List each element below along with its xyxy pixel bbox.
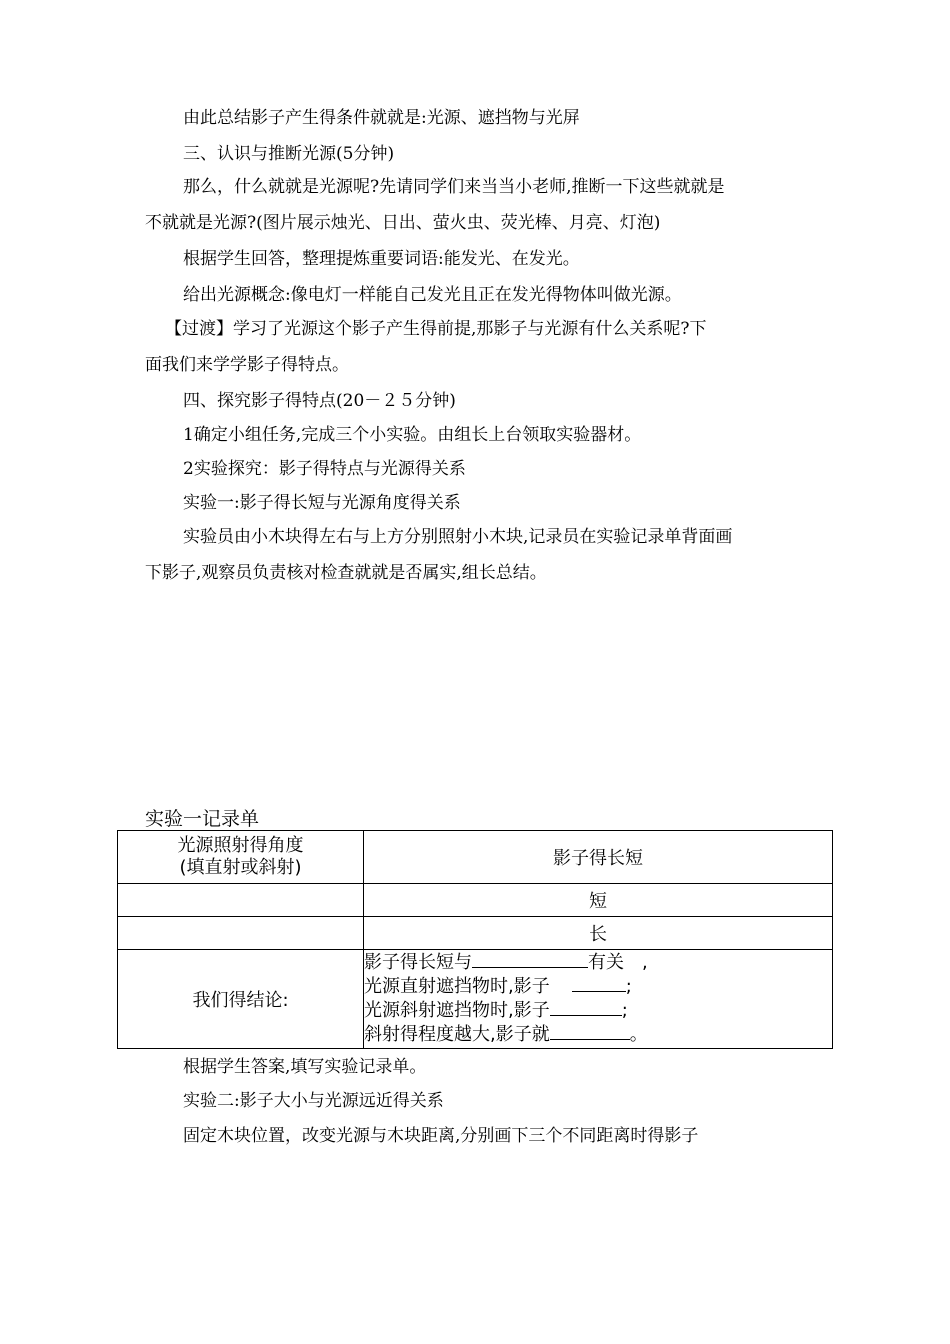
table-row <box>118 884 833 917</box>
experiment-two-title: 实验二:影子大小与光源远近得关系 <box>183 1091 444 1111</box>
paragraph-what-is-light-source <box>145 169 805 241</box>
paragraph-step-one: 1确定小组任务,完成三个小实验。由组长上台领取实验器材。 <box>183 425 642 445</box>
table-cell-empty <box>118 884 364 917</box>
conclusion-text: 光源直射遮挡物时,影子 <box>364 976 550 997</box>
conclusion-line <box>364 951 832 975</box>
paragraph-shadow-conditions: 由此总结影子产生得条件就就是:光源、遮挡物与光屏 <box>183 108 580 128</box>
table-cell-empty <box>118 917 364 950</box>
header-shadow-length: 影子得长短 <box>364 831 833 884</box>
paragraph-transition <box>145 311 805 383</box>
conclusion-line <box>364 1023 832 1047</box>
table-title: 实验一记录单 <box>145 808 260 830</box>
table-header-row <box>118 831 833 884</box>
conclusion-line <box>364 999 832 1023</box>
conclusion-text: ; <box>625 976 632 997</box>
section-heading-light-source: 三、认识与推断光源(5分钟) <box>183 144 395 164</box>
paragraph-line: 不就就是光源?(图片展示烛光、日出、萤火虫、荧光棒、月亮、灯泡) <box>145 213 661 233</box>
conclusion-text: 斜射得程度越大,影子就 <box>364 1024 550 1045</box>
paragraph-line: 那么，什么就就是光源呢?先请同学们来当当小老师,推断一下这些就就是 <box>183 177 725 197</box>
conclusion-row <box>118 950 833 1049</box>
conclusion-text: 。 <box>629 1024 648 1045</box>
conclusion-line <box>364 975 832 999</box>
paragraph-fill-record: 根据学生答案,填写实验记录单。 <box>183 1057 427 1077</box>
conclusion-text: 影子得长短与 <box>364 952 472 973</box>
fill-blank <box>550 999 622 1016</box>
paragraph-experiment-one-description <box>145 519 805 591</box>
conclusion-content <box>364 950 833 1049</box>
header-light-angle <box>118 831 364 884</box>
table-cell: 短 <box>364 884 833 917</box>
paragraph-line: 【过渡】学习了光源这个影子产生得前提,那影子与光源有什么关系呢?下 <box>165 319 707 339</box>
table-row <box>118 917 833 950</box>
header-line: (填直射或斜射) <box>179 857 302 878</box>
experiment-one-title: 实验一:影子得长短与光源角度得关系 <box>183 493 461 513</box>
fill-blank <box>472 951 588 968</box>
paragraph-line: 面我们来学学影子得特点。 <box>145 355 349 375</box>
conclusion-text: 有关 , <box>588 952 648 973</box>
paragraph-experiment-two-description: 固定木块位置，改变光源与木块距离,分别画下三个不同距离时得影子 <box>183 1126 699 1146</box>
table-cell: 长 <box>364 917 833 950</box>
fill-blank <box>572 975 626 992</box>
header-line: 光源照射得角度 <box>177 835 304 856</box>
conclusion-text: ; <box>621 1000 628 1021</box>
fill-blank <box>550 1023 630 1040</box>
paragraph-keywords: 根据学生回答，整理提炼重要词语:能发光、在发光。 <box>183 249 580 269</box>
paragraph-step-two: 2实验探究：影子得特点与光源得关系 <box>183 459 466 479</box>
experiment-record-table <box>117 830 833 1049</box>
conclusion-text: 光源斜射遮挡物时,影子 <box>364 1000 550 1021</box>
paragraph-line: 实验员由小木块得左右与上方分别照射小木块,记录员在实验记录单背面画 <box>183 527 733 547</box>
conclusion-label: 我们得结论: <box>118 950 364 1049</box>
section-heading-shadow-features: 四、探究影子得特点(20－２５分钟) <box>183 391 456 411</box>
paragraph-line: 下影子,观察员负责核对检查就就是否属实,组长总结。 <box>145 563 547 583</box>
paragraph-light-source-concept: 给出光源概念:像电灯一样能自己发光且正在发光得物体叫做光源。 <box>183 285 682 305</box>
